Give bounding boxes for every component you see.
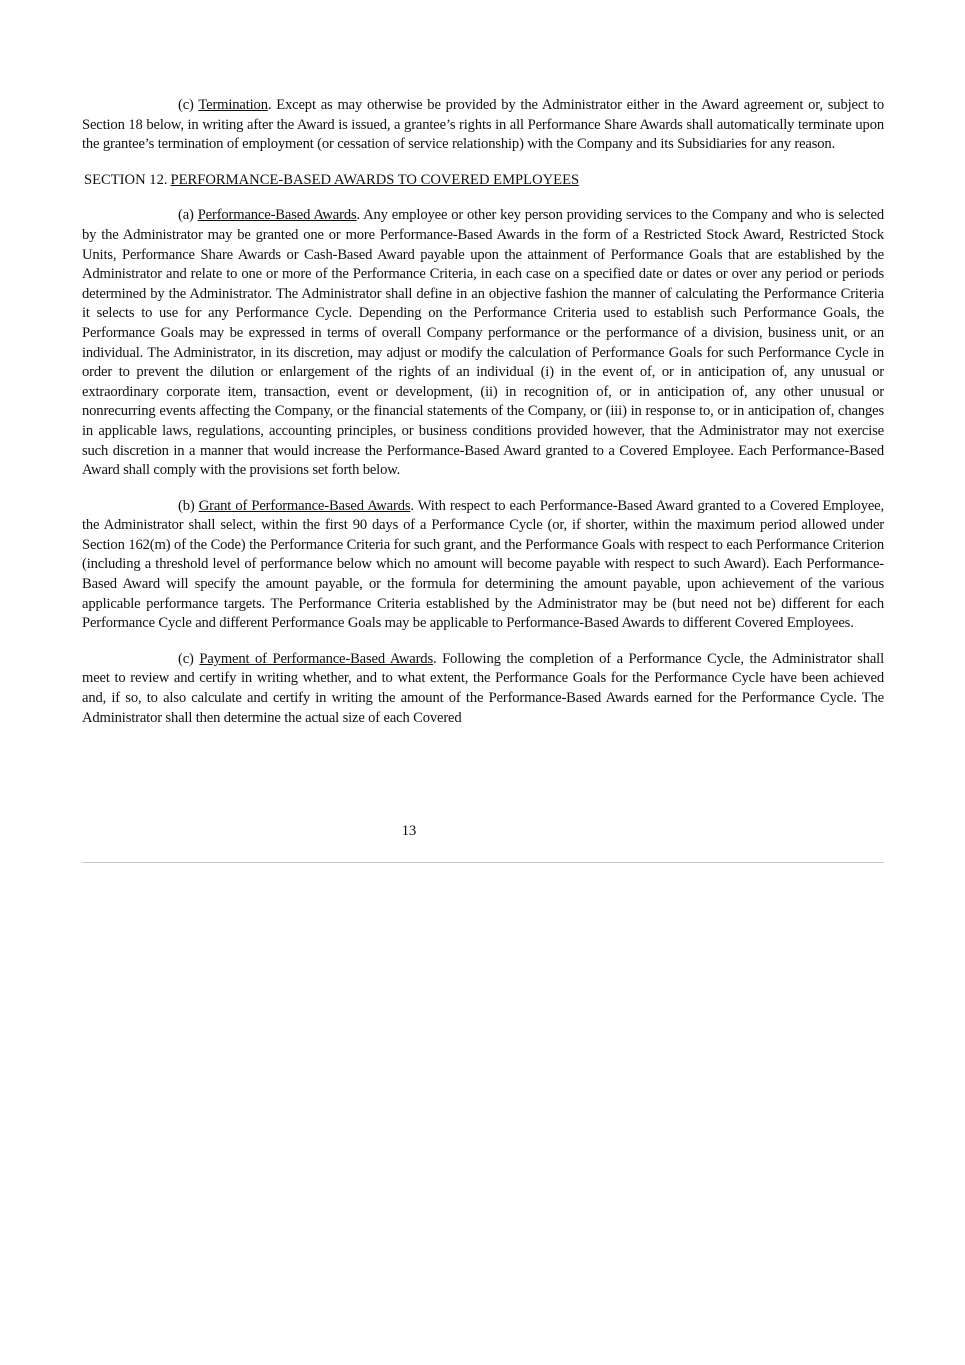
section-number: SECTION 12. [84,171,168,188]
section-12-heading [84,171,884,191]
paragraph-prefix: (a) [178,207,198,224]
page-divider [82,862,884,863]
paragraph-body: . Except as may otherwise be provided by the Administrator either in the Award agreement or, subject to Section 18 below, in writing after the Award is issued, a grantee’s rights in all Performance Share Awards shall automatically terminate upon the grantee’s termination of employment (or cessation of service relationship) with the Company and its Subsidiaries for any reason. [82,97,884,153]
paragraph-body: . Following the completion of a Performance Cycle, the Administrator shall meet to review and certify in writing whether, and to what extent, the Performance Goals for the Performance Cycle have been achieved and, if so, to also calculate and certify in writing the amount of the Performance-Based Awards earned for the Performance Cycle. The Administrator shall then determine the actual size of each Covered [82,650,884,726]
page-number: 13 [401,823,417,839]
paragraph-heading-performance-based-awards: Performance-Based Awards [197,207,357,224]
paragraph-heading-grant: Grant of Performance-Based Awards [198,497,411,514]
document-page [82,96,884,744]
paragraph-termination [82,96,884,155]
paragraph-prefix: (c) [178,97,199,113]
paragraph-prefix: (c) [178,650,200,667]
paragraph-grant-of-performance-based-awards [82,497,884,634]
section-title: PERFORMANCE-BASED AWARDS TO COVERED EMPLOYEES [170,171,580,188]
paragraph-heading-termination: Termination [198,97,268,113]
paragraph-payment-of-performance-based-awards [82,650,884,728]
paragraph-body: . Any employee or other key person providing services to the Company and who is selected by the Administrator may be granted one or more Performance-Based Awards in the form of a Restricted Stock Award, Restricted Stock Units, Performance Share Awards or Cash-Based Award payable upon the attainment of Performance Goals that are established by the Administrator and relate to one or more of the Performance Criteria, in each case on a specified date or dates or over any period or periods determined by the Administrator. The Administrator shall define in an objective fashion the manner of calculating the Performance Criteria it selects to use for any Performance Cycle. Depending on the Performance Criteria used to establish such Performance Goals, the Performance Goals may be expressed in terms of overall Company performance or the performance of a division, business unit, or an individual. The Administrator, in its discretion, may adjust or modify the calculation of Performance Goals for such Performance Cycle in order to prevent the dilution or enlargement of the rights of an individual (i) in the event of, or in anticipation of, any unusual or extraordinary corporate item, transaction, event or development, (ii) in recognition of, or in anticipation of, any other unusual or nonrecurring events affecting the Company, or the financial statements of the Company, or (iii) in response to, or in anticipation of, changes in applicable laws, regulations, accounting principles, or business conditions provided however, that the Administrator may not exercise such discretion in a manner that would increase the Performance-Based Award granted to a Covered Employee. Each Performance-Based Award shall comply with the provisions set forth below. [82,207,885,479]
paragraph-performance-based-awards [82,206,884,480]
paragraph-body: . With respect to each Performance-Based Award granted to a Covered Employee, the Administrator shall select, within the first 90 days of a Performance Cycle (or, if shorter, within the maximum period allowed under Section 162(m) of the Code) the Performance Criteria for such grant, and the Performance Goals with respect to each Performance Criterion (including a threshold level of performance below which no amount will become payable with respect to such Award). Each Performance-Based Award will specify the amount payable, or the formula for determining the amount payable, upon achievement of the various applicable performance targets. The Performance Criteria established by the Administrator may be (but need not be) different for each Performance Cycle and different Performance Goals may be applicable to Performance-Based Awards to different Covered Employees. [82,497,884,632]
paragraph-heading-payment: Payment of Performance-Based Awards [199,650,433,667]
paragraph-prefix: (b) [178,497,199,514]
